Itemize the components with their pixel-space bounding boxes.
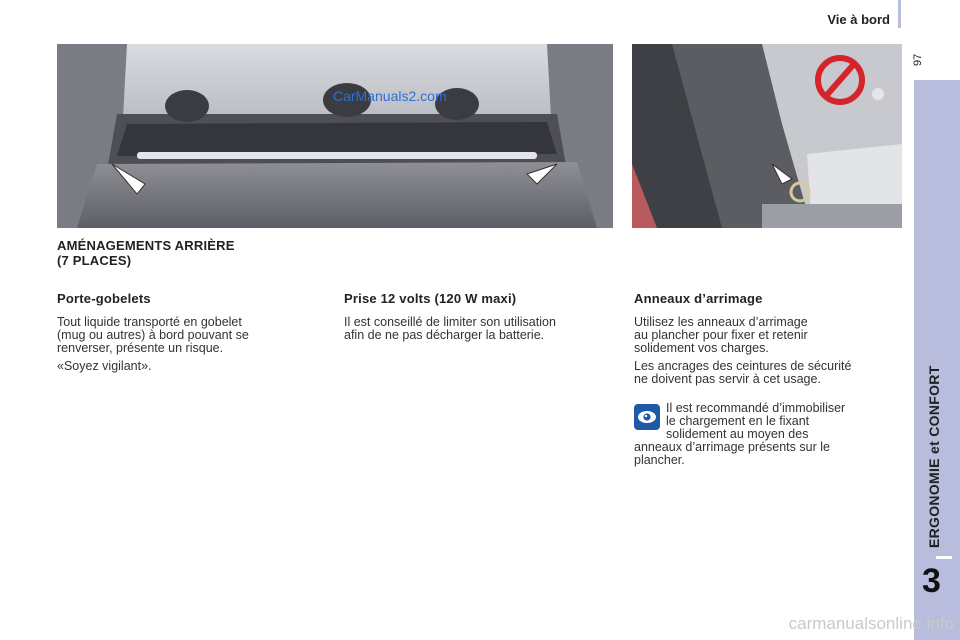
anchoring-ring-illustration [632,44,902,228]
chapter-title: ERGONOMIE et CONFORT [926,365,942,548]
paragraph-cup-holders-risk: Tout liquide transporté en gobelet (mug ou autres) à bord pouvant se renverser, présente un risque. [57,315,249,355]
luggage-area-illustration [57,44,613,228]
main-section-title: AMÉNAGEMENTS ARRIÈRE (7 PLACES) [57,238,235,268]
chapter-divider [936,556,952,559]
heading-cup-holders: Porte-gobelets [57,291,151,306]
paragraph-anchoring-rings-use: Utilisez les anneaux d’arrimage au plancher pour fixer et retenir solidement vos charges. [634,315,808,355]
anchoring-ring-photo [632,44,902,228]
heading-12v-socket: Prise 12 volts (120 W maxi) [344,291,517,306]
header-title: Vie à bord [827,12,890,27]
paragraph-cup-holders-vigilant: «Soyez vigilant». [57,359,152,373]
luggage-area-photo [57,44,613,228]
chapter-number: 3 [922,562,941,600]
recommendation-note: Il est recommandé d’immobiliser le chargement en le fixant solidement au moyen des anneaux d’arrimage présents sur le plancher. [634,401,846,467]
watermark-text: CarManuals2.com [333,88,447,104]
paragraph-12v-socket: Il est conseillé de limiter son utilisation afin de ne pas décharger la batterie. [344,315,556,342]
footer-watermark: carmanualsonline.info [788,614,954,633]
heading-anchoring-rings: Anneaux d’arrimage [634,291,763,306]
eye-info-icon [634,404,660,430]
paragraph-anchoring-rings-belts: Les ancrages des ceintures de sécurité ne doivent pas servir à cet usage. [634,359,852,386]
header-divider [898,0,901,28]
page-number: 97 [912,53,924,66]
